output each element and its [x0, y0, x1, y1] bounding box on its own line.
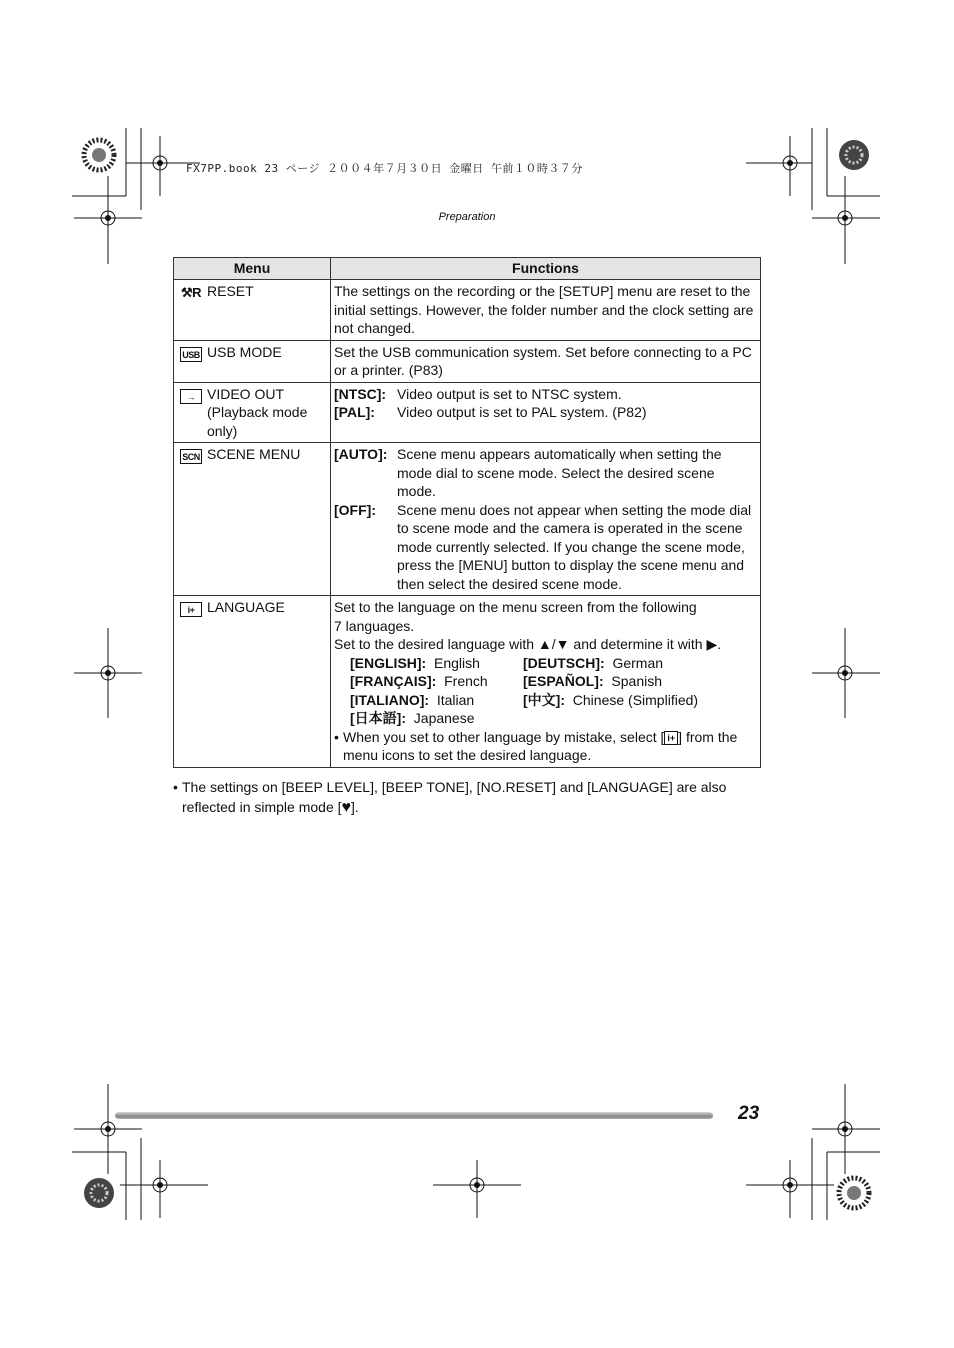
menu-cell	[174, 596, 331, 768]
book-info-header: FX7PP.book 23 ページ ２００４年７月３０日 金曜日 午前１０時３７分	[186, 162, 583, 175]
menu-cell	[174, 382, 331, 443]
table-row	[174, 280, 761, 341]
menu-item-label: SCENE MENU	[207, 446, 301, 462]
heart-icon: ♥	[341, 798, 352, 816]
language-intro-line: 7 languages.	[334, 617, 415, 634]
table-row	[174, 596, 761, 768]
option-value: Video output is set to NTSC system.	[397, 385, 622, 402]
option-value: Scene menu does not appear when setting the mode dial to scene mode and the camera is operated in the scene mode currently selected. If you change the scene mode, press the [MENU] button to display the scene menu and then select the desired scene mode.	[397, 501, 752, 592]
option-row	[334, 501, 757, 594]
column-header-functions: Functions	[331, 258, 761, 280]
table-row	[174, 443, 761, 596]
language-icon: i+	[180, 602, 202, 617]
option-row	[334, 403, 757, 422]
menu-item-label: RESET	[207, 283, 254, 299]
menu-item-label: LANGUAGE	[207, 599, 285, 615]
language-item: [日本語]: Japanese	[350, 710, 475, 726]
function-cell	[331, 596, 761, 768]
usb-icon: USB	[180, 347, 202, 362]
section-title: Preparation	[438, 211, 496, 223]
table-row	[174, 382, 761, 443]
table-header-row	[174, 258, 761, 280]
language-item: [中文]: Chinese (Simplified)	[523, 691, 699, 708]
language-item: [ITALIANO]: Italian	[350, 691, 475, 708]
function-cell: Set the USB communication system. Set before connecting to a PC or a printer. (P83)	[331, 340, 761, 382]
page-footer-bar	[115, 1112, 713, 1119]
function-cell: The settings on the recording or the [SETUP] menu are reset to the initial settings. However, the folder number and the clock setting are not changed.	[331, 280, 761, 341]
menu-item-label: VIDEO OUT	[207, 385, 285, 402]
language-list	[350, 654, 757, 728]
option-key: [AUTO]:	[334, 446, 388, 462]
function-cell	[331, 382, 761, 443]
option-row	[334, 445, 757, 501]
language-icon: i+	[664, 731, 678, 745]
option-key: [PAL]:	[334, 404, 375, 420]
option-key: [OFF]:	[334, 501, 376, 518]
language-item: [ENGLISH]: English	[350, 654, 480, 671]
menu-cell	[174, 340, 331, 382]
scene-icon: SCN	[180, 449, 202, 464]
language-intro-line: Set to the language on the menu screen from the following	[334, 599, 697, 615]
language-item: [ESPAÑOL]: Spanish	[523, 673, 662, 689]
option-key: [NTSC]:	[334, 385, 387, 402]
menu-item-label: USB MODE	[207, 343, 282, 360]
page-number: 23	[738, 1103, 760, 1124]
function-cell	[331, 443, 761, 596]
language-item: [DEUTSCH]: German	[523, 654, 664, 671]
column-header-menu: Menu	[174, 258, 331, 280]
table-row	[174, 340, 761, 382]
video-out-icon: →	[180, 389, 202, 404]
footnote: • The settings on [BEEP LEVEL], [BEEP TONE], [NO.RESET] and [LANGUAGE] are also reflected in simple mode [♥].	[173, 779, 727, 816]
menu-item-sublabel: (Playback mode only)	[207, 404, 308, 439]
option-value: Video output is set to PAL system. (P82)	[397, 404, 647, 420]
menu-cell	[174, 443, 331, 596]
language-item: [FRANÇAIS]: French	[350, 673, 488, 689]
setup-menu-table	[173, 257, 761, 768]
language-note: • When you set to other language by mistake, select [ i+ ] from the menu icons to set the desired language.	[334, 728, 738, 763]
option-row	[334, 385, 757, 404]
option-value: Scene menu appears automatically when setting the mode dial to scene mode. Select the desired scene mode.	[397, 446, 722, 499]
menu-cell	[174, 280, 331, 341]
language-intro-line: Set to the desired language with ▲/▼ and determine it with ▶.	[334, 636, 722, 652]
reset-icon: ⚒R	[180, 285, 202, 300]
